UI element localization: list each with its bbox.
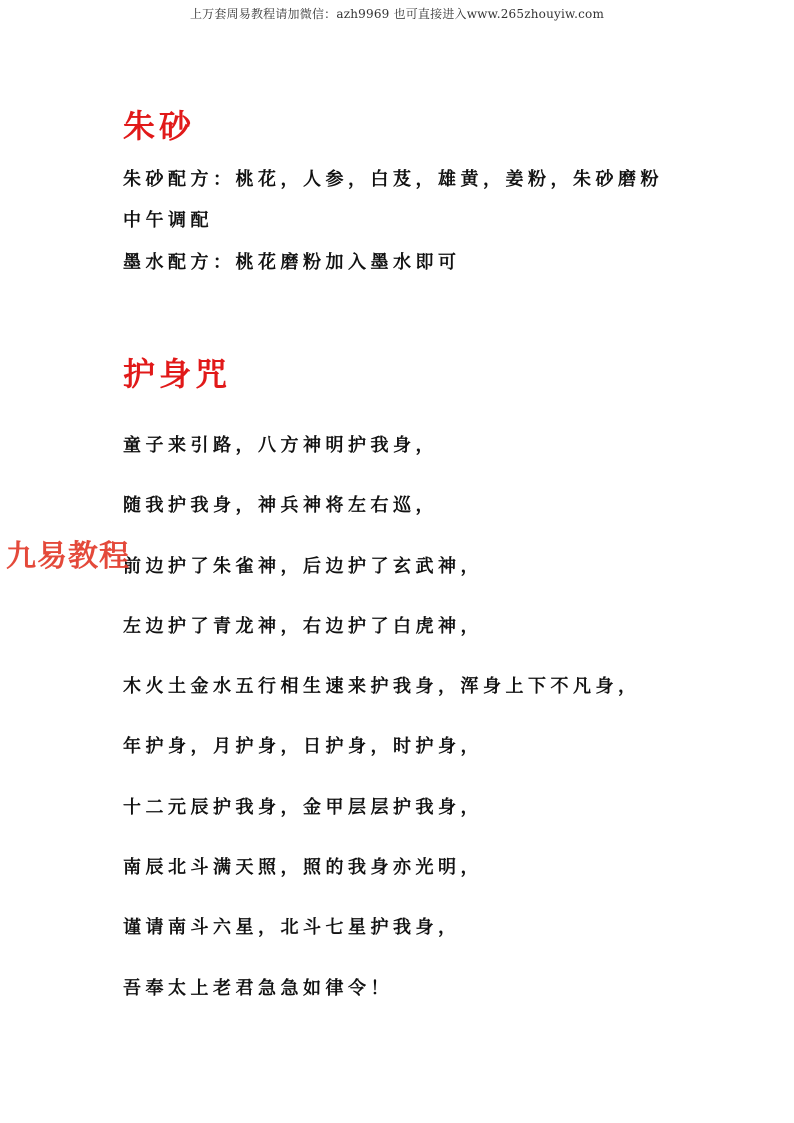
recipe-line-cinnabar: 朱砂配方：桃花，人参，白芨，雄黄，姜粉，朱砂磨粉 xyxy=(123,169,663,190)
incantation-line: 木火土金水五行相生速来护我身，浑身上下不凡身， xyxy=(123,676,641,697)
recipe-line-ink: 墨水配方：桃花磨粉加入墨水即可 xyxy=(123,252,461,273)
incantation-line: 十二元辰护我身，金甲层层护我身， xyxy=(123,797,483,818)
section-title-zhusha: 朱砂 xyxy=(123,107,196,145)
incantation-line: 谨请南斗六星，北斗七星护我身， xyxy=(123,917,461,938)
page-header-text: 上万套周易教程请加微信：azh9969 也可直接进入www.265zhouyiw.com xyxy=(189,7,605,21)
incantation-line: 前边护了朱雀神，后边护了玄武神， xyxy=(123,556,483,577)
incantation-line: 随我护我身，神兵神将左右巡， xyxy=(123,495,438,516)
incantation-line: 童子来引路，八方神明护我身， xyxy=(123,435,438,456)
incantation-line: 年护身，月护身，日护身，时护身， xyxy=(123,736,483,757)
incantation-line: 吾奉太上老君急急如律令！ xyxy=(123,978,393,999)
incantation-line: 南辰北斗满天照，照的我身亦光明， xyxy=(123,857,483,878)
recipe-line-timing: 中午调配 xyxy=(123,210,213,231)
watermark-logo: 九易教程 xyxy=(6,539,130,574)
incantation-line: 左边护了青龙神，右边护了白虎神， xyxy=(123,616,483,637)
section-title-hushenzhou: 护身咒 xyxy=(123,355,232,393)
